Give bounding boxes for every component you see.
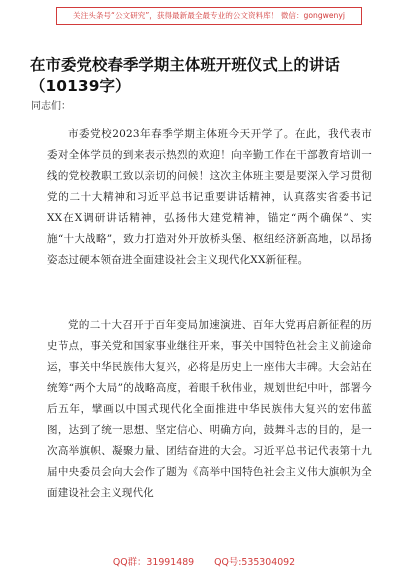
page-footer xyxy=(0,556,408,570)
footer-qq-group: QQ群：31991489 xyxy=(112,557,195,568)
body-paragraph-2: 党的二十大召开于百年变局加速演进、百年大党再启新征程的历史节点，事关党和国家事业继往开来，事关中国特色社会主义前途命运，事关中华民族伟大复兴，必将是历史上一座伟大丰碑。大会站在统筹“两个大局”的战略高度，着眼千秋伟业，规划世纪中叶，部署今后五年，擘画以中国式现代化全面推进中华民族伟大复兴的宏伟蓝图，达到了统一思想、坚定信心、明确方向，鼓舞斗志的目的，是一次高举旗帜、凝聚力量、团结奋进的大会。习近平总书记代表第十九届中央委员会向大会作了题为《高举中国特色社会主义伟大旗帜为全面建设社会主义现代化 xyxy=(47,319,372,499)
footer-qq-number: QQ号:535304092 xyxy=(214,557,296,568)
document-title: 在市委党校春季学期主体班开班仪式上的讲话（10139字） xyxy=(30,56,340,95)
salutation: 同志们： xyxy=(31,101,71,112)
promo-banner-text: 关注头条号“公文研究”，获得最新最全最专业的公文资料库！ 微信：gongwenyj xyxy=(73,11,345,20)
body-paragraph-1: 市委党校2023年春季学期主体班今天开学了。在此，我代表市委对全体学员的到来表示热烈的欢迎！向辛勤工作在干部教育培训一线的党校教职工致以亲切的问候！这次主体班主要是要深入学习贯彻党的二十大精神和习近平总书记重要讲话精神，认真落实省委书记XX在X调研讲话精神，弘扬伟大建党精神，锚定“两个确保”、实施“十大战略”，致力打造对外开放桥头堡、枢纽经济新高地，以昂扬姿态过硬本领奋进全面建设社会主义现代化XX新征程。 xyxy=(47,128,372,266)
promo-banner xyxy=(56,7,362,25)
